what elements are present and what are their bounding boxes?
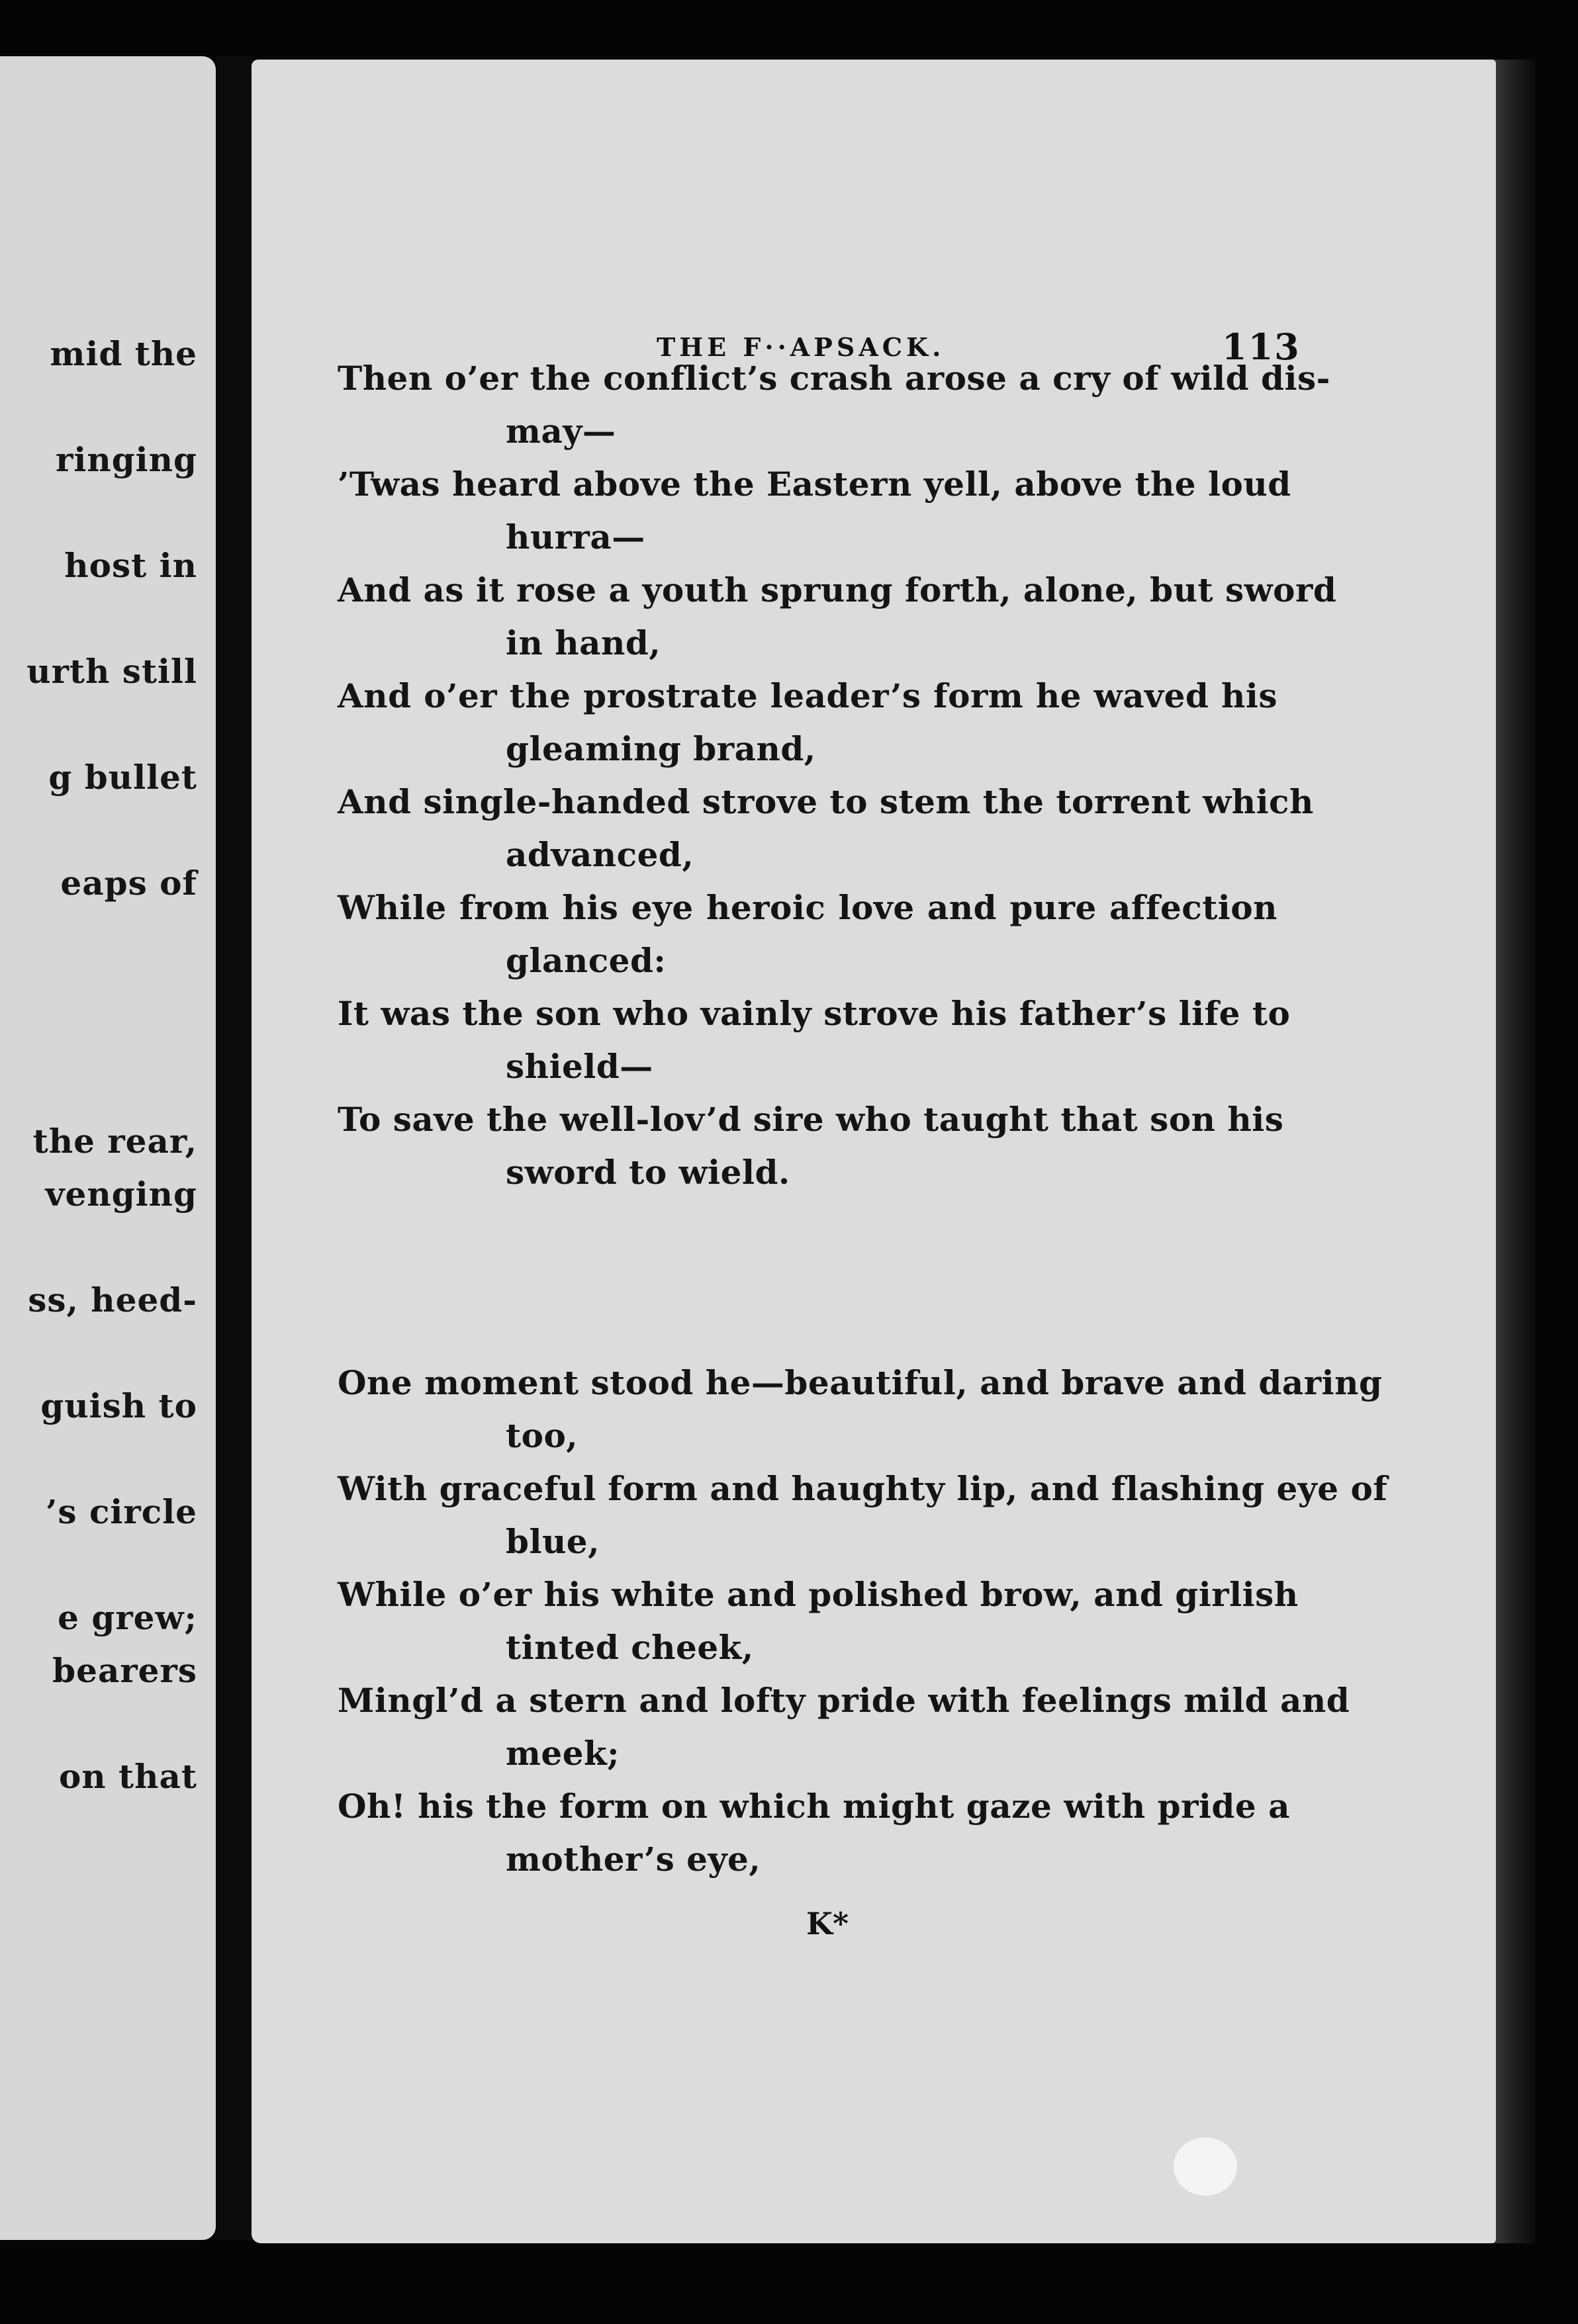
left-page-line: urth still [26, 652, 197, 691]
left-page-line: mid the [50, 334, 197, 373]
verse-line: With graceful form and haughty lip, and flashing eye of [338, 1469, 1388, 1508]
verse-line-continuation: mother’s eye, [506, 1840, 761, 1879]
left-page-line: on that [58, 1757, 197, 1796]
left-page-line: ’s circle [46, 1492, 197, 1531]
verse-line: It was the son who vainly strove his father’s life to [338, 994, 1291, 1033]
verse-line-continuation: shield— [506, 1047, 653, 1086]
verse-line-continuation: may— [506, 412, 616, 451]
verse-line: To save the well-lov’d sire who taught that son his [338, 1100, 1284, 1139]
verse-line: One moment stood he—beautiful, and brave and daring [338, 1363, 1383, 1402]
right-page [252, 60, 1496, 2243]
running-head-title: THE F··APSACK. [657, 332, 945, 362]
book-gutter [216, 56, 253, 2240]
facing-left-page [0, 56, 216, 2240]
verse-line: ’Twas heard above the Eastern yell, above the loud [338, 465, 1291, 504]
verse-line: Then o’er the conflict’s crash arose a cry of wild dis- [338, 359, 1330, 398]
left-page-line: host in [64, 546, 197, 585]
verse-line: And single-handed strove to stem the torrent which [338, 782, 1314, 821]
verse-line-continuation: advanced, [506, 835, 694, 874]
left-page-line: bearers [52, 1651, 197, 1690]
verse-line-continuation: sword to wield. [506, 1153, 790, 1192]
running-head [252, 271, 1496, 368]
verse-line: Oh! his the form on which might gaze with pride a [338, 1787, 1291, 1826]
left-page-line: venging [45, 1175, 197, 1214]
verse-line-continuation: in hand, [506, 623, 661, 662]
left-page-line: g bullet [48, 758, 197, 797]
verse-line: While from his eye heroic love and pure affection [338, 888, 1277, 927]
verse-line-continuation: meek; [506, 1734, 620, 1773]
verse-line: While o’er his white and polished brow, and girlish [338, 1575, 1299, 1614]
signature-mark: K* [806, 1906, 849, 1942]
verse-line: Mingl’d a stern and lofty pride with feelings mild and [338, 1681, 1350, 1720]
left-page-line: ss, heed- [28, 1280, 197, 1319]
verse-line: And o’er the prostrate leader’s form he waved his [338, 676, 1277, 715]
left-page-line: guish to [40, 1386, 197, 1425]
left-page-line: the rear, [32, 1122, 197, 1161]
left-page-line: ringing [56, 440, 197, 479]
verse-line-continuation: blue, [506, 1522, 600, 1561]
left-page-line: eaps of [60, 864, 197, 903]
paper-blemish [1174, 2137, 1237, 2196]
verse-line-continuation: too, [506, 1416, 579, 1455]
verse-line-continuation: hurra— [506, 517, 645, 557]
verse-line-continuation: gleaming brand, [506, 729, 816, 768]
page-number: 113 [1222, 326, 1301, 368]
verse-line: And as it rose a youth sprung forth, alone, but sword [338, 570, 1337, 609]
verse-line-continuation: tinted cheek, [506, 1628, 754, 1667]
verse-line-continuation: glanced: [506, 941, 667, 980]
left-page-line: e grew; [58, 1598, 197, 1637]
